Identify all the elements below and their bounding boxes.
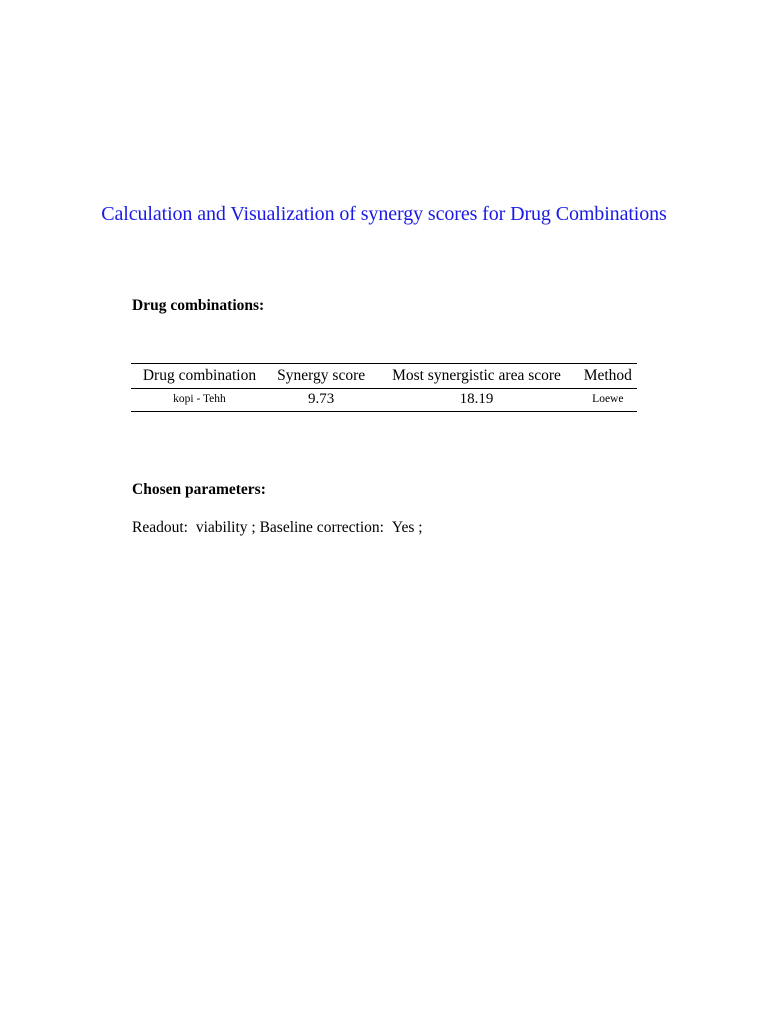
baseline-correction-value: Yes ; bbox=[391, 519, 423, 536]
column-header-method: Method bbox=[579, 364, 637, 389]
column-header-drug-combination: Drug combination bbox=[131, 364, 268, 389]
drug-combinations-heading: Drug combinations: bbox=[132, 297, 265, 314]
readout-label: Readout: bbox=[132, 519, 188, 536]
method-cell: Loewe bbox=[592, 393, 624, 405]
most-synergistic-area-score-cell: 18.19 bbox=[459, 390, 494, 407]
drug-combination-cell: kopi - Tehh bbox=[173, 393, 226, 405]
column-header-synergy-score: Synergy score bbox=[268, 364, 374, 389]
chosen-parameters-heading: Chosen parameters: bbox=[132, 481, 266, 498]
synergy-results-table bbox=[131, 363, 637, 412]
readout-value: viability ; bbox=[195, 519, 256, 536]
baseline-correction-label: Baseline correction: bbox=[259, 519, 384, 536]
parameters-line bbox=[132, 519, 423, 537]
column-header-most-synergistic-area-score: Most synergistic area score bbox=[374, 364, 578, 389]
synergy-score-cell: 9.73 bbox=[308, 390, 335, 407]
table-row bbox=[131, 389, 637, 412]
page-title: Calculation and Visualization of synergy scores for Drug Combinations bbox=[101, 203, 667, 225]
table-header-row bbox=[131, 364, 637, 389]
